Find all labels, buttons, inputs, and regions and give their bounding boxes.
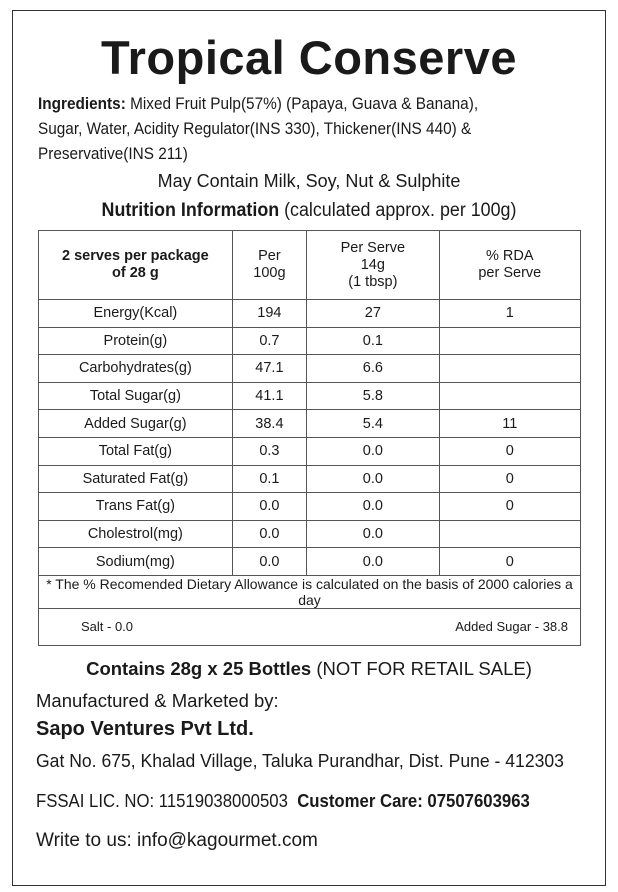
nutrient-name: Added Sugar(g) — [39, 410, 233, 438]
customer-care: Customer Care: 07507603963 — [297, 791, 530, 811]
per-serve-value: 27 — [307, 300, 440, 328]
ingredients-label: Ingredients: — [38, 95, 126, 113]
per-serve-value: 0.0 — [307, 465, 440, 493]
table-row — [39, 355, 581, 383]
per-serve-value: 5.4 — [307, 410, 440, 438]
table-header-row — [39, 231, 581, 300]
header-per100-line1: Per — [258, 248, 281, 264]
per-100g-value: 0.7 — [232, 327, 306, 355]
company-name: Sapo Ventures Pvt Ltd. — [36, 718, 254, 740]
rda-value: 1 — [439, 300, 580, 328]
rda-value — [439, 382, 580, 410]
rda-value: 0 — [439, 437, 580, 465]
ingredients-line1: Mixed Fruit Pulp(57%) (Papaya, Guava & Banana), — [125, 95, 479, 113]
per-serve-value: 5.8 — [307, 382, 440, 410]
ingredients-block — [38, 92, 587, 167]
per-serve-value: 0.0 — [307, 493, 440, 521]
header-per-serve-line3: (1 tbsp) — [348, 273, 398, 290]
nutrient-name: Protein(g) — [39, 327, 233, 355]
added-sugar-note: Added Sugar - 38.8 — [455, 619, 568, 635]
per-100g-value: 38.4 — [232, 410, 306, 438]
contact-email: Write to us: info@kagourmet.com — [36, 830, 318, 851]
per-serve-value: 0.0 — [307, 548, 440, 576]
nutrition-heading — [19, 200, 600, 222]
rda-value: 0 — [439, 465, 580, 493]
table-row — [39, 327, 581, 355]
header-per100-line2: 100g — [253, 265, 286, 281]
per-100g-value: 41.1 — [232, 382, 306, 410]
company-address: Gat No. 675, Khalad Village, Taluka Purandhar, Dist. Pune - 412303 — [36, 750, 564, 771]
per-serve-value: 6.6 — [307, 355, 440, 383]
allergen-warning: May Contain Milk, Soy, Nut & Sulphite — [157, 171, 461, 191]
nutrient-name: Energy(Kcal) — [39, 300, 233, 328]
rda-value: 0 — [439, 493, 580, 521]
per-100g-value: 0.1 — [232, 465, 306, 493]
nutrition-heading-bold: Nutrition Information — [101, 200, 280, 221]
per-serve-value: 0.1 — [307, 327, 440, 355]
nutrient-name: Total Fat(g) — [39, 437, 233, 465]
nutrient-name: Cholestrol(mg) — [39, 520, 233, 548]
header-rda — [439, 231, 580, 300]
table-row — [39, 300, 581, 328]
per-100g-value: 194 — [232, 300, 306, 328]
header-per-serve — [307, 231, 440, 300]
per-100g-value: 0.0 — [232, 548, 306, 576]
rda-value — [439, 355, 580, 383]
header-per100 — [232, 231, 306, 300]
table-row — [39, 382, 581, 410]
per-serve-value: 0.0 — [307, 437, 440, 465]
rda-value: 11 — [439, 410, 580, 438]
rda-value — [439, 520, 580, 548]
manufacturer-label: Manufactured & Marketed by: — [36, 690, 279, 711]
table-row — [39, 410, 581, 438]
table-salt-row — [39, 608, 581, 645]
nutrient-name: Trans Fat(g) — [39, 493, 233, 521]
product-title: Tropical Conserve — [101, 31, 517, 84]
table-row — [39, 548, 581, 576]
per-100g-value: 47.1 — [232, 355, 306, 383]
header-per-serve-line1: Per Serve — [340, 239, 406, 256]
fssai-line — [36, 791, 530, 812]
header-rda-line1: % RDA — [486, 248, 534, 264]
table-row — [39, 437, 581, 465]
header-serves — [39, 231, 233, 300]
rda-value — [439, 327, 580, 355]
table-row — [39, 465, 581, 493]
rda-value: 0 — [439, 548, 580, 576]
salt-value: Salt - 0.0 — [81, 619, 134, 635]
header-rda-line2: per Serve — [478, 265, 542, 281]
header-serves-line1: 2 serves per package — [62, 248, 209, 264]
contains-bold: Contains 28g x 25 Bottles — [86, 658, 312, 679]
nutrient-name: Sodium(mg) — [39, 548, 233, 576]
nutrition-heading-rest: (calculated approx. per 100g) — [279, 200, 517, 221]
ingredients-line3: Preservative(INS 211) — [38, 145, 188, 163]
table-salt-cell — [39, 608, 581, 645]
table-row — [39, 493, 581, 521]
nutrient-name: Saturated Fat(g) — [39, 465, 233, 493]
nutrition-table — [38, 230, 581, 646]
per-100g-value: 0.3 — [232, 437, 306, 465]
ingredients-line2: Sugar, Water, Acidity Regulator(INS 330), Thickener(INS 440) & — [38, 120, 472, 138]
per-100g-value: 0.0 — [232, 493, 306, 521]
per-serve-value: 0.0 — [307, 520, 440, 548]
nutrient-name: Total Sugar(g) — [39, 382, 233, 410]
contains-line — [0, 658, 618, 680]
table-row — [39, 520, 581, 548]
header-per-serve-line2: 14g — [360, 256, 385, 273]
table-footnote: * The % Recomended Dietary Allowance is calculated on the basis of 2000 calories a day — [39, 575, 581, 608]
per-100g-value: 0.0 — [232, 520, 306, 548]
header-serves-line2: of 28 g — [112, 265, 159, 281]
nutrient-name: Carbohydrates(g) — [39, 355, 233, 383]
contains-rest: (NOT FOR RETAIL SALE) — [311, 658, 532, 679]
table-footnote-row — [39, 575, 581, 608]
fssai-license: FSSAI LIC. NO: 11519038000503 — [36, 791, 288, 811]
